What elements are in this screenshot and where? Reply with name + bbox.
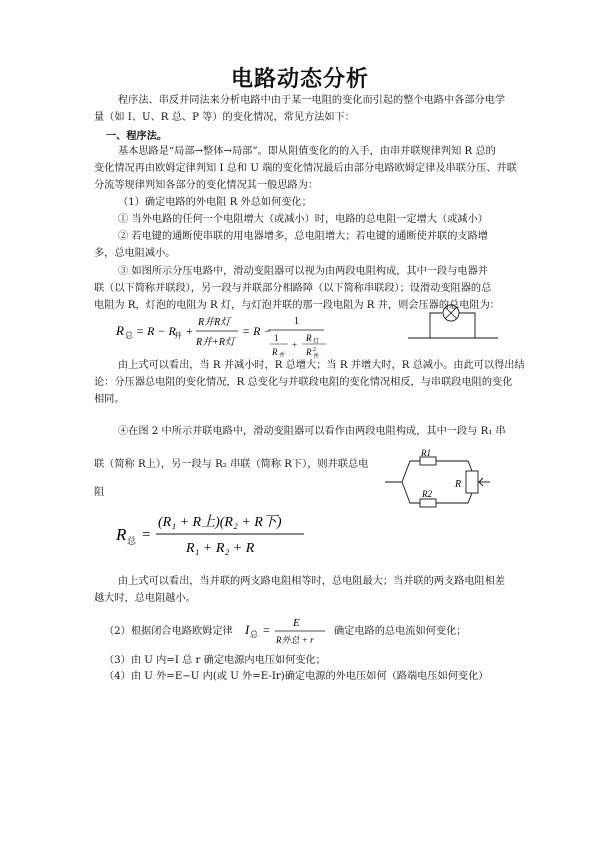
formula3-I-sub: 总 — [250, 630, 258, 639]
formula2-lhs: R — [116, 525, 127, 544]
intro-line-1: 程序法、串反并同法来分析电路中由于某一电阻的变化而引起的整个电路中各部分电学 — [118, 95, 506, 106]
formula2-lhs-sub: 总 — [127, 536, 137, 546]
formula1-eq2: = R − — [242, 324, 272, 338]
formula1-one-inner: 1 — [274, 333, 279, 343]
step-4: （4）由 U 外=E−U 内(或 U 外=E-Ir)确定电源的外电压如何（路端电压如何变化） — [104, 671, 489, 682]
formula1-eq1: = R − R — [136, 324, 176, 338]
formula2-numerator: (R₁ + R上)(R₂ + R下) — [158, 515, 282, 530]
item-4-line-2: 联（简称 R上），另一段与 R₂ 串联（简称 R下），则并联总电 — [94, 459, 369, 470]
formula3-equals: = — [263, 623, 270, 637]
formula-divider-total-resistance — [112, 300, 332, 362]
formula1-r-bing-2: R — [306, 347, 312, 357]
formula-parallel-total-resistance — [112, 505, 332, 560]
resistor-r2-label: R2 — [422, 489, 432, 499]
formula1-r-bing-2-sub: 并 — [313, 354, 320, 360]
resistor-r2 — [420, 499, 436, 507]
formula1-plus: + — [186, 324, 193, 338]
conclusion-1-line-1: 由上式可以看出，当 R 并减小时，R 总增大；当 R 并增大时，R 总减小。由此可以得出结 — [118, 360, 525, 371]
circuit-wire — [402, 482, 472, 503]
conclusion-1-line-3: 相同。 — [94, 394, 125, 405]
circuit-wire — [459, 313, 475, 338]
basic-line-1: 基本思路是“局部→整体→局部”。即从阻值变化的的入手，由串并联规律判知 R 总的 — [118, 146, 496, 157]
circuit-wire — [430, 313, 442, 338]
conclusion-2-line-2: 越大时，总电阻越小。 — [94, 593, 196, 604]
formula1-one-top: 1 — [294, 316, 299, 327]
resistor-r1-label: R1 — [421, 448, 431, 458]
conclusion-2-line-1: 由上式可以看出，当并联的两支路电阻相等时，总电阻最大；当并联的两支路电阻相差 — [118, 576, 506, 587]
formula1-square: 2 — [313, 347, 316, 353]
step-1-item-3c: 电阻为 R，灯泡的电阻为 R 灯，与灯泡并联的那一段电阻为 R 并，则会压器的总电阻为： — [94, 300, 500, 311]
step-1-item-1: ① 当外电路的任何一个电阻增大（或减小）时，电路的总电阻一定增大（或减小） — [118, 214, 488, 225]
formula3-den: R外总 + r — [276, 635, 314, 645]
formula2-denominator: R₁ + R₂ + R — [186, 541, 255, 556]
section-heading-program-method: 一、程序法。 — [106, 131, 168, 142]
rheostat-r — [466, 471, 478, 493]
parallel-circuit-diagram — [380, 447, 495, 517]
formula1-r-bing: R — [272, 347, 278, 357]
formula1-sub-bing: 并 — [174, 331, 182, 340]
step-1-item-2a: ② 若电键的通断使串联的用电器增多，总电阻增大；若电键的通断使并联的支路增 — [118, 231, 488, 242]
formula1-frac-num: R并R灯 — [198, 317, 231, 328]
step-1-item-3b: 联（以下简称并联段），另一段与并联部分相路障（以下简称串联段）；设滑动变阻器的总 — [94, 283, 492, 294]
resistor-r1 — [420, 457, 436, 465]
formula1-r-bing-sub: 并 — [279, 353, 286, 359]
formula3-E: E — [293, 617, 300, 629]
formula1-lhs-sub: 总 — [125, 331, 133, 340]
step-1-item-2b: 多，总电阻减小。 — [94, 248, 176, 259]
formula3-I: I — [245, 622, 250, 637]
circuit-wire — [402, 461, 472, 482]
page-title: 电路动态分析 — [230, 67, 369, 92]
step-2-prefix: （2）根据闭合电路欧姆定律 — [104, 626, 233, 637]
rheostat-r-label: R — [455, 479, 462, 490]
formula1-frac-den: R并+R灯 — [196, 337, 235, 348]
formula1-r-deng-sub: 灯 — [313, 339, 320, 345]
formula2-equals: = — [142, 527, 151, 543]
divider-circuit-diagram — [400, 298, 510, 348]
formula-closed-circuit-ohm-law — [243, 612, 329, 650]
step-3: （3）由 U 内=I 总 r 确定电源内电压如何变化； — [104, 655, 326, 666]
basic-line-2: 变化情况再由欧姆定律判知 I 总和 U 端的变化情况最后由部分电路欧姆定律及串联分压、并联 — [94, 163, 517, 174]
step-2-suffix: 确定电路的总电流如何变化； — [334, 626, 467, 637]
basic-line-3: 分流等规律判知各部分的变化情况其一般思路为： — [94, 180, 319, 191]
intro-line-2: 量（如 I、U、R 总、P 等）的变化情况，常见方法如下： — [94, 112, 355, 123]
formula1-lhs: R — [116, 323, 124, 338]
item-4-line-1: ④在图 2 中所示并联电路中，滑动变阻器可以看作由两段电阻构成，其中一段与 R₁ 串 — [118, 426, 506, 437]
formula1-inner-plus: + — [292, 340, 298, 350]
formula1-r-deng: R — [306, 333, 312, 343]
step-1: （1）确定电路的外电阻 R 外总如何变化； — [118, 197, 312, 208]
conclusion-1-line-2: 论：分压器总电阻的变化情况，R 总变化与并联段电阻的变化情况相反，与串联段电阻的变化 — [94, 377, 513, 388]
step-1-item-3a: ③ 如图所示分压电路中，滑动变阻器可以视为由两段电阻构成，其中一段与电器并 — [118, 266, 488, 277]
item-4-line-3: 阻 — [94, 487, 105, 498]
